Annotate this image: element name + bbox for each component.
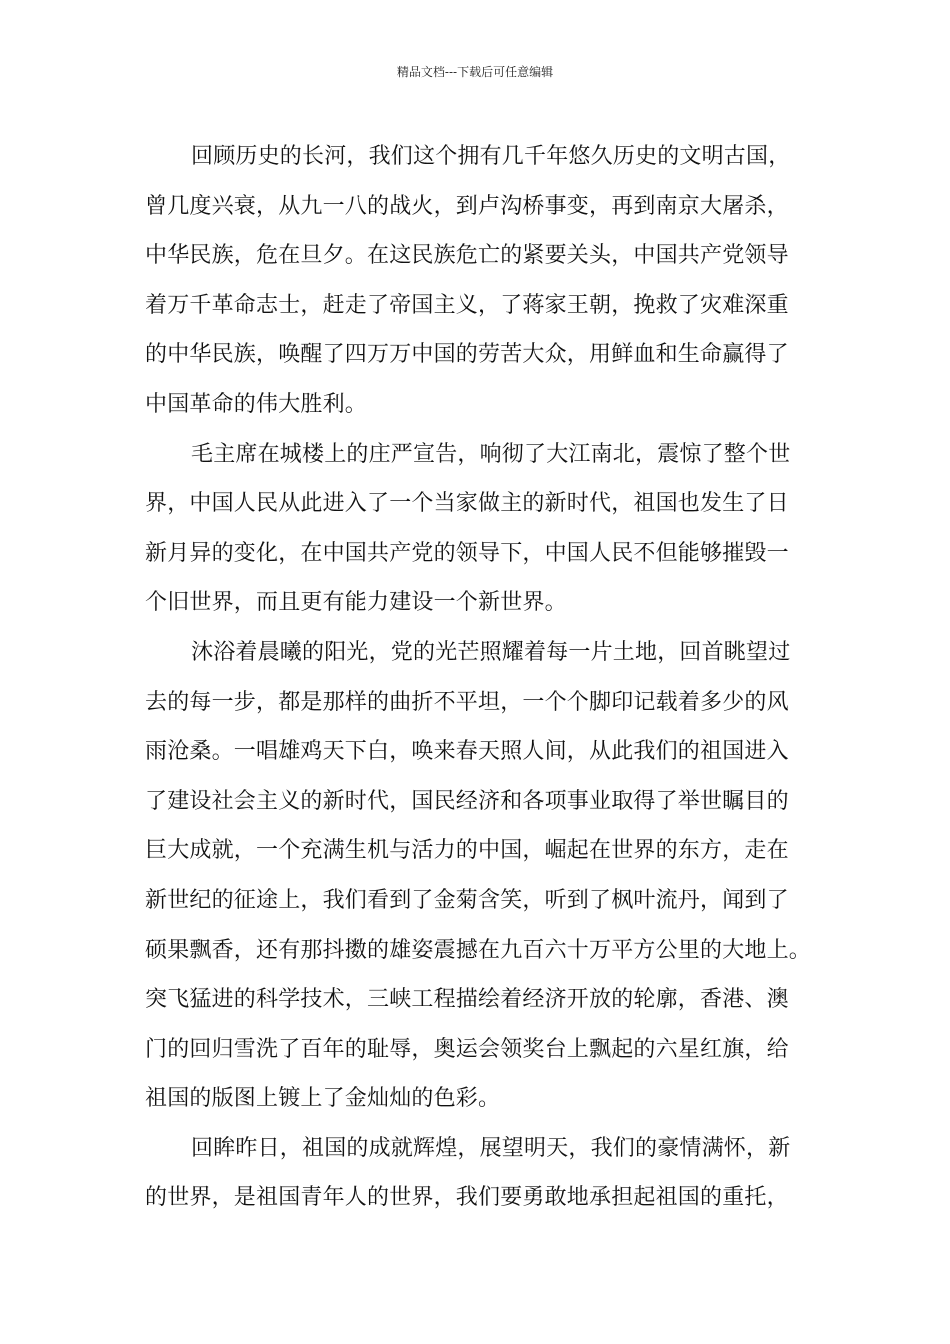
text-line: 新月异的变化，在中国共产党的领导下，中国人民不但能够摧毁一 xyxy=(145,540,789,566)
text-line: 雨沧桑。一唱雄鸡天下白，唤来春天照人间，从此我们的祖国进入 xyxy=(145,739,789,765)
text-line: 的中华民族，唤醒了四万万中国的劳苦大众，用鲜血和生命赢得了 xyxy=(145,342,789,368)
text-line: 中国革命的伟大胜利。 xyxy=(145,391,368,417)
text-line: 巨大成就，一个充满生机与活力的中国，崛起在世界的东方，走在 xyxy=(145,838,789,864)
document-body xyxy=(145,132,815,1223)
page-header: 精品文档---下载后可任意编辑 xyxy=(396,65,554,79)
text-line: 了建设社会主义的新时代，国民经济和各项事业取得了举世瞩目的 xyxy=(145,788,789,814)
text-line: 的世界，是祖国青年人的世界，我们要勇敢地承担起祖国的重托， xyxy=(145,1185,789,1211)
text-line: 新世纪的征途上，我们看到了金菊含笑，听到了枫叶流丹，闻到了 xyxy=(145,887,789,913)
text-line: 界，中国人民从此进入了一个当家做主的新时代，祖国也发生了日 xyxy=(145,491,789,517)
text-line: 曾几度兴衰，从九一八的战火，到卢沟桥事变，再到南京大屠杀， xyxy=(145,193,789,219)
text-line: 回眸昨日，祖国的成就辉煌，展望明天，我们的豪情满怀，新 xyxy=(191,1135,791,1161)
text-line: 中华民族，危在旦夕。在这民族危亡的紧要关头，中国共产党领导 xyxy=(145,243,789,269)
text-line: 个旧世界，而且更有能力建设一个新世界。 xyxy=(145,590,567,616)
text-line: 去的每一步，都是那样的曲折不平坦，一个个脚印记载着多少的风 xyxy=(145,689,789,715)
text-line: 沐浴着晨曦的阳光，党的光芒照耀着每一片土地，回首眺望过 xyxy=(191,639,791,665)
text-line: 突飞猛进的科学技术，三峡工程描绘着经济开放的轮廓，香港、澳 xyxy=(145,987,789,1013)
text-line: 祖国的版图上镀上了金灿灿的色彩。 xyxy=(145,1086,501,1112)
text-line: 回顾历史的长河，我们这个拥有几千年悠久历史的文明古国， xyxy=(191,144,791,169)
text-line: 着万千革命志士，赶走了帝国主义，了蒋家王朝，挽救了灾难深重 xyxy=(145,292,789,318)
text-line: 硕果飘香，还有那抖擞的雄姿震撼在九百六十万平方公里的大地上。 xyxy=(145,937,812,963)
text-line: 门的回归雪洗了百年的耻辱，奥运会领奖台上飘起的六星红旗，给 xyxy=(145,1036,789,1062)
text-line: 毛主席在城楼上的庄严宣告，响彻了大江南北，震惊了整个世 xyxy=(191,441,791,467)
